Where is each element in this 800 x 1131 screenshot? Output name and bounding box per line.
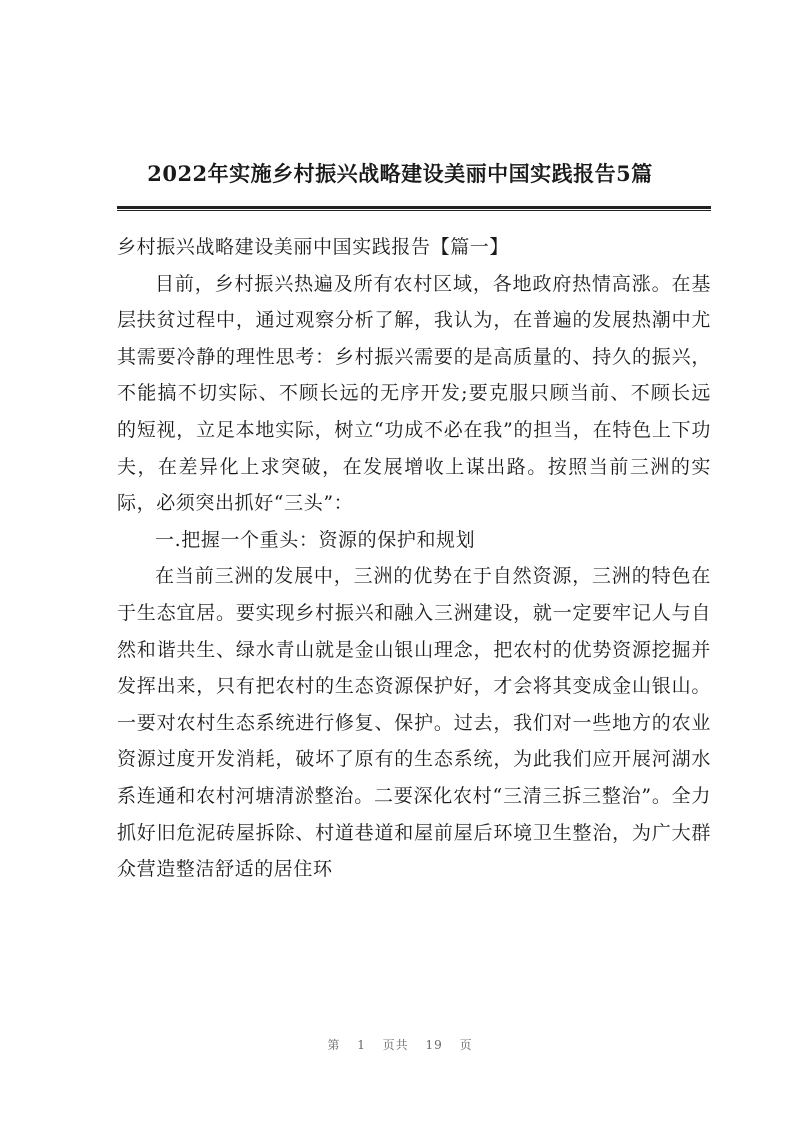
subheading: 一.把握一个重头：资源的保护和规划 <box>155 528 476 551</box>
footer-suffix: 页 <box>459 1038 473 1052</box>
document-body <box>117 229 711 888</box>
paragraph: 在当前三洲的发展中，三洲的优势在于自然资源，三洲的特色在于生态宜居。要实现乡村振兴和融入三洲建设，就一定要牢记人与自然和谐共生、绿水青山就是金山银山理念，把农村的优势资源挖掘并发挥出来，只有把农村的生态资源保护好，才会将其变成金山银山。一要对农村生态系统进行修复、保护。过去，我们对一些地方的农业资源过度开发消耗，破坏了原有的生态系统，为此我们应开展河湖水系连通和农村河塘清淤整治。二要深化农村“三清三拆三整治”。全力抓好旧危泥砖屋拆除、村道巷道和屋前屋后环境卫生整治，为广大群众营造整洁舒适的居住环 <box>117 565 711 881</box>
title-divider <box>117 206 711 211</box>
section-heading: 乡村振兴战略建设美丽中国实践报告【篇一】 <box>117 236 510 258</box>
paragraph: 目前，乡村振兴热遍及所有农村区域，各地政府热情高涨。在基层扶贫过程中，通过观察分析了解，我认为，在普遍的发展热潮中尤其需要冷静的理性思考：乡村振兴需要的是高质量的、持久的振兴，不能搞不切实际、不顾长远的无序开发;要克服只顾当前、不顾长远的短视，立足本地实际，树立“功成不必在我”的担当，在特色上下功夫，在差异化上求突破，在发展增收上谋出路。按照当前三洲的实际，必须突出抓好“三头”： <box>117 272 711 515</box>
footer-total-pages: 19 <box>425 1038 443 1052</box>
page-footer <box>0 1036 800 1053</box>
footer-middle: 页共 <box>382 1038 409 1052</box>
footer-current-page: 1 <box>357 1038 366 1052</box>
document-title: 2022年实施乡村振兴战略建设美丽中国实践报告5篇 <box>147 161 653 186</box>
footer-prefix: 第 <box>327 1038 341 1052</box>
